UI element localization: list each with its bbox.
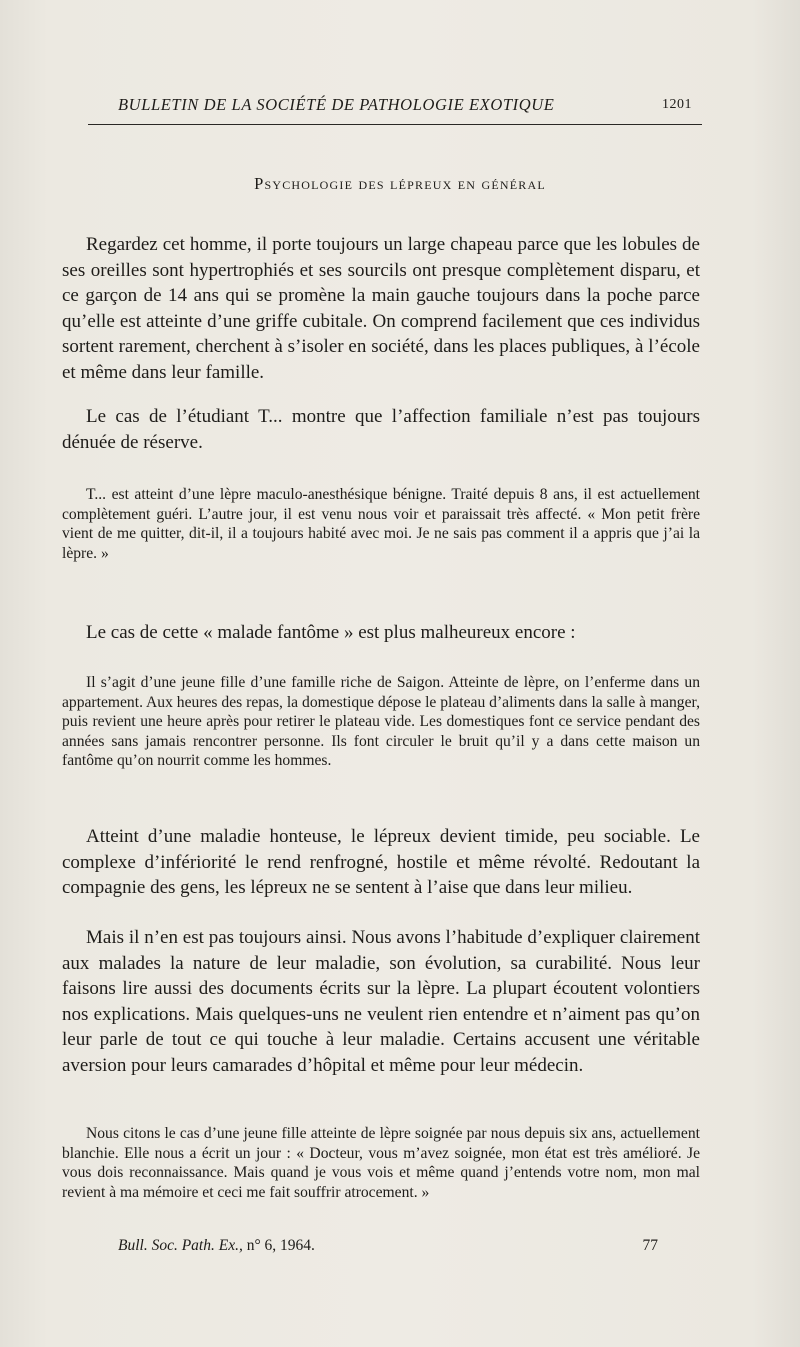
paragraph-5: Mais il n’en est pas toujours ainsi. Nous avons l’habitude d’expliquer clairement aux malades la nature de leur maladie, son évolution, sa curabilité. Nous leur faisons lire aussi des documents écrits sur la lèpre. La plupart écoutent volontiers nos explications. Mais quelques-uns ne veulent rien entendre et n’aiment pas qu’on leur parle de tout ce qui touche à leur maladie. Certains accusent une véritable aversion pour leurs camarades d’hôpital et même pour leur médecin. xyxy=(62,927,700,1076)
case-quote-1: T... est atteint d’une lèpre maculo-anesthésique bénigne. Traité depuis 8 ans, il est actuellement complètement guéri. L’autre jour, il est venu nous voir et paraissait très affecté. « Mon petit frère vient de me quitter, dit-il, il a toujours habité avec moi. Je ne sais pas comment il a appris que j’ai la lèpre. » xyxy=(62,486,700,562)
paragraph-1: Regardez cet homme, il porte toujours un large chapeau parce que les lobules de ses oreilles sont hypertrophiés et ses sourcils ont presque complètement disparu, et ce garçon de 14 ans qui se promène la main gauche toujours dans la poche parce qu’elle est atteinte d’une griffe cubitale. On comprend facilement que ces individus sortent rarement, cherchent à s’isoler en société, dans les places publiques, à l’école et même dans leur famille. xyxy=(62,234,700,383)
case-quote-3: Nous citons le cas d’une jeune fille atteinte de lèpre soignée par nous depuis six ans, actuellement blanchie. Elle nous a écrit un jour : « Docteur, vous m’avez soignée, mon état est très amélioré. Je vous dois reconnaissance. Mais quand je vous vois et même quand j’entends votre nom, mon mal revient à ma mémoire et ceci me fait souffrir atrocement. » xyxy=(62,1125,700,1201)
section-title: Psychologie des lépreux en général xyxy=(254,174,546,193)
paragraph-2: Le cas de l’étudiant T... montre que l’affection familiale n’est pas toujours dénuée de réserve. xyxy=(62,406,700,453)
header-rule xyxy=(88,124,702,125)
footer-citation xyxy=(118,1237,315,1255)
footer-journal-abbrev: Bull. Soc. Path. Ex., xyxy=(118,1237,243,1254)
case-quote-2: Il s’agit d’une jeune fille d’une famille riche de Saigon. Atteinte de lèpre, on l’enferme dans un appartement. Aux heures des repas, la domestique dépose le plateau d’aliments dans la salle à manger, puis revient une heure après pour retirer le plateau vide. Les domestiques font ce service pendant des années sans jamais rencontrer personne. Ils font circuler le bruit qu’il y a dans cette maison un fantôme qu’on nourrit comme les hommes. xyxy=(62,674,700,770)
journal-title: BULLETIN DE LA SOCIÉTÉ DE PATHOLOGIE EXOTIQUE xyxy=(118,95,555,114)
page-footer xyxy=(118,1237,658,1261)
paragraph-4: Atteint d’une maladie honteuse, le lépreux devient timide, peu sociable. Le complexe d’infériorité le rend renfrogné, hostile et même révolté. Redoutant la compagnie des gens, les lépreux ne se sentent à l’aise que dans leur milieu. xyxy=(62,826,700,898)
footer-issue: n° 6, 1964. xyxy=(246,1237,315,1254)
running-head xyxy=(90,95,700,119)
page-number: 1201 xyxy=(662,97,692,112)
paragraph-3: Le cas de cette « malade fantôme » est plus malheureux encore : xyxy=(86,622,576,643)
footer-page-number: 77 xyxy=(642,1237,658,1254)
